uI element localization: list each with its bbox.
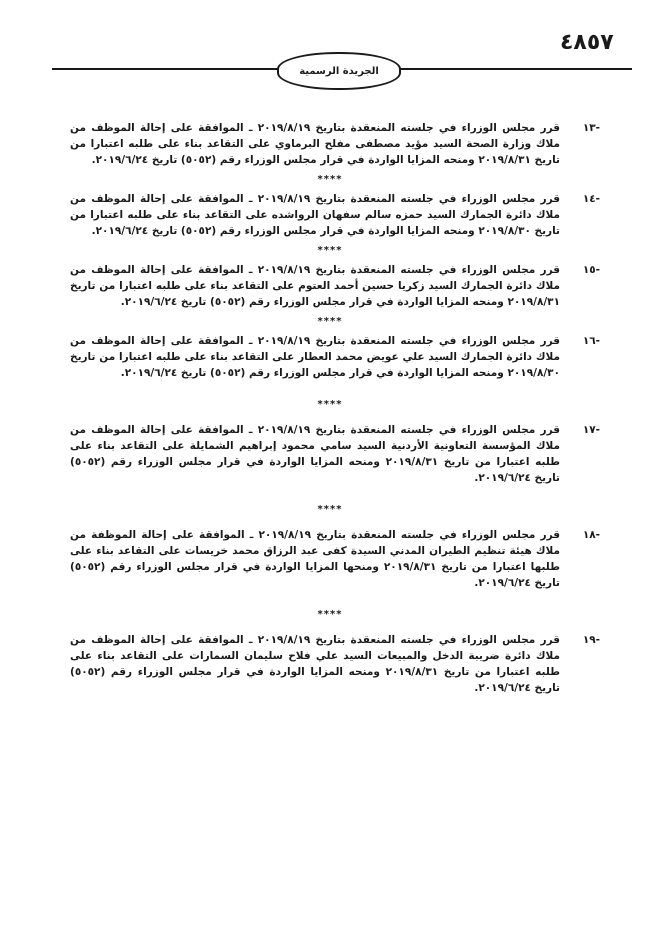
entry-number: -١٩ bbox=[582, 634, 600, 646]
page-number: ٤٨٥٧ bbox=[560, 30, 614, 55]
entry-number: -١٤ bbox=[582, 193, 600, 205]
entry-text: قرر مجلس الوزراء في جلسته المنعقدة بتاريخ ٢٠١٩/٨/١٩ ـ الموافقة على إحالة الموظف من ملاك دائرة الجمارك السيد حمزه سالم سفهان الرواشده على التقاعد بناء على طلبه اعتبارا من تاريخ ٢٠١٩/٨/٣٠ ومنحه المزايا الواردة في قرار مجلس الوزراء رقم (٥٠٥٢) تاريخ ٢٠١٩/٦/٢٤. bbox=[70, 193, 560, 237]
entry-text: قرر مجلس الوزراء في جلسته المنعقدة بتاريخ ٢٠١٩/٨/١٩ ـ الموافقة على إحالة الموظف من ملاك دائرة ضريبة الدخل والمبيعات السيد علي فلاح سليمان السمارات على التقاعد بناء على طلبه اعتبارا من تاريخ ٢٠١٩/٨/٣١ ومنحه المزايا الواردة في قرار مجلس الوزراء رقم (٥٠٥٢) تاريخ ٢٠١٩/٦/٢٤. bbox=[70, 634, 560, 694]
entry-text: قرر مجلس الوزراء في جلسته المنعقدة بتاريخ ٢٠١٩/٨/١٩ ـ الموافقة على إحالة الموظف من ملاك دائرة الجمارك السيد علي عويض محمد العطار على التقاعد بناء على طلبه اعتبارا من تاريخ ٢٠١٩/٨/٣٠ ومنحه المزايا الواردة في قرار مجلس الوزراء رقم (٥٠٥٢) تاريخ ٢٠١٩/٦/٢٤. bbox=[70, 335, 560, 379]
entry-number: -١٣ bbox=[582, 122, 600, 134]
entry-text: قرر مجلس الوزراء في جلسته المنعقدة بتاريخ ٢٠١٩/٨/١٩ ـ الموافقة على إحالة الموظف من ملاك دائرة الجمارك السيد زكريا حسين أحمد العتوم على التقاعد بناء على طلبه اعتبارا من تاريخ ٢٠١٩/٨/٣١ ومنحه المزايا الواردة في قرار مجلس الوزراء رقم (٥٠٥٢) تاريخ ٢٠١٩/٦/٢٤. bbox=[70, 264, 560, 308]
entry-separator: **** bbox=[317, 245, 343, 256]
entry-separator: **** bbox=[317, 609, 343, 620]
entry-separator: **** bbox=[317, 399, 343, 410]
entry-text: قرر مجلس الوزراء في جلسته المنعقدة بتاريخ ٢٠١٩/٨/١٩ ـ الموافقة على إحالة الموظف من ملاك وزارة الصحة السيد مؤيد مصطفى مفلح البرماوي على التقاعد بناء على طلبه اعتبارا من تاريخ ٢٠١٩/٨/٣١ ومنحه المزايا الواردة في قرار مجلس الوزراء رقم (٥٠٥٢) تاريخ ٢٠١٩/٦/٢٤. bbox=[70, 122, 560, 166]
entry-text: قرر مجلس الوزراء في جلسته المنعقدة بتاريخ ٢٠١٩/٨/١٩ ـ الموافقة على إحالة الموظفة من ملاك هيئة تنظيم الطيران المدني السيدة كفى عبد الرزاق محمد خريسات على التقاعد بناء على طلبها اعتبارا من تاريخ ٢٠١٩/٨/٣١ ومنحها المزايا الواردة في قرار مجلس الوزراء رقم (٥٠٥٢) تاريخ ٢٠١٩/٦/٢٤. bbox=[70, 529, 560, 589]
decision-entry bbox=[70, 333, 600, 381]
entry-text: قرر مجلس الوزراء في جلسته المنعقدة بتاريخ ٢٠١٩/٨/١٩ ـ الموافقة على إحالة الموظف من ملاك المؤسسة التعاونية الأردنية السيد سامي محمود إبراهيم الشمايلة على التقاعد بناء على طلبه اعتبارا من تاريخ ٢٠١٩/٨/٣١ ومنحه المزايا الواردة في قرار مجلس الوزراء رقم (٥٠٥٢) تاريخ ٢٠١٩/٦/٢٤. bbox=[70, 424, 560, 484]
gazette-name: الجريدة الرسمية bbox=[299, 65, 379, 77]
decision-entry bbox=[70, 120, 600, 168]
gazette-name-oval bbox=[277, 52, 401, 90]
entry-separator: **** bbox=[317, 174, 343, 185]
entry-separator: **** bbox=[317, 504, 343, 515]
decisions-list bbox=[70, 120, 600, 696]
entry-separator: **** bbox=[317, 316, 343, 327]
decision-entry bbox=[70, 422, 600, 486]
entry-number: -١٥ bbox=[582, 264, 600, 276]
decision-entry bbox=[70, 632, 600, 696]
entry-number: -١٨ bbox=[582, 529, 600, 541]
entry-number: -١٦ bbox=[582, 335, 600, 347]
decision-entry bbox=[70, 262, 600, 310]
decision-entry bbox=[70, 527, 600, 591]
entry-number: -١٧ bbox=[582, 424, 600, 436]
decision-entry bbox=[70, 191, 600, 239]
